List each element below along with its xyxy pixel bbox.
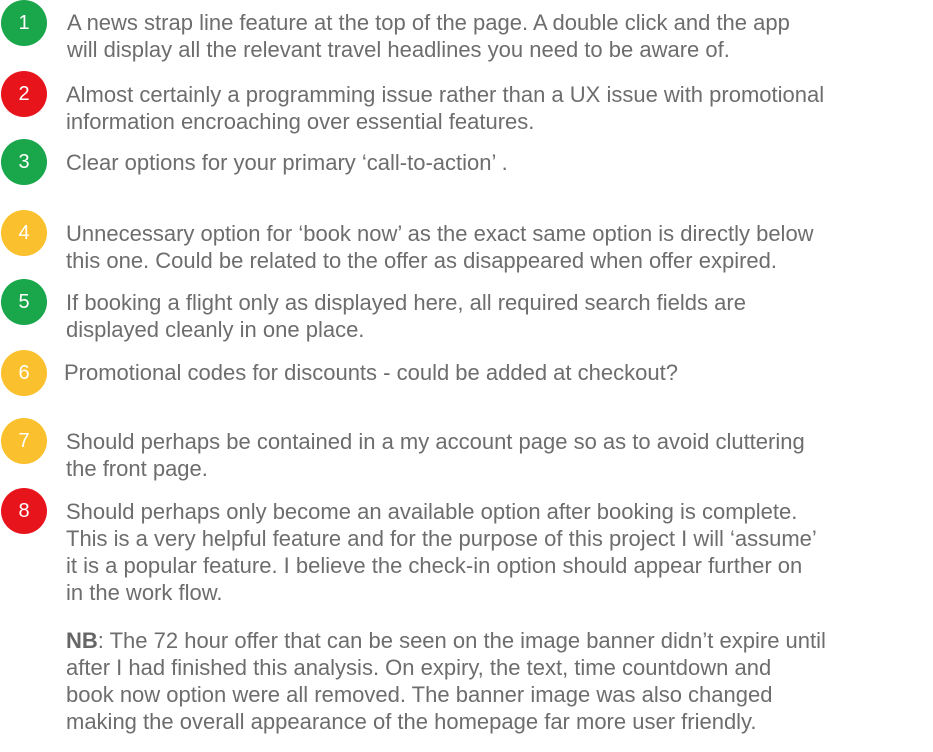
nb-note: NB: The 72 hour offer that can be seen on the image banner didn’t expire until after I had finished this analysis. On expiry, the text, time countdown and book now option were all removed. The banner image was also changed making the overall appearance of the homepage far more user friendly. xyxy=(66,628,826,734)
number-badge-6: 6 xyxy=(1,350,47,396)
number-badge-7: 7 xyxy=(1,418,47,464)
number-badge-4: 4 xyxy=(1,210,47,256)
item-text-7: Should perhaps be contained in a my account page so as to avoid cluttering the front page. xyxy=(66,429,805,481)
item-text-5: If booking a flight only as displayed here, all required search fields are displayed cleanly in one place. xyxy=(66,290,746,342)
number-badge-1: 1 xyxy=(1,0,47,46)
item-text-1: A news strap line feature at the top of the page. A double click and the app will display all the relevant travel headlines you need to be aware of. xyxy=(67,10,790,62)
number-badge-2: 2 xyxy=(1,71,47,117)
item-text-3: Clear options for your primary ‘call-to-action’ . xyxy=(66,150,508,175)
item-text-8: Should perhaps only become an available option after booking is complete. This is a very helpful feature and for the purpose of this project I will ‘assume’ it is a popular feature. I believe the check-in option should appear further on in the work flow. xyxy=(66,499,817,605)
item-text-2: Almost certainly a programming issue rather than a UX issue with promotional information encroaching over essential features. xyxy=(66,82,825,134)
number-badge-3: 3 xyxy=(1,139,47,185)
number-badge-5: 5 xyxy=(1,279,47,325)
nb-label: NB xyxy=(66,628,98,653)
item-text-4: Unnecessary option for ‘book now’ as the exact same option is directly below this one. Could be related to the offer as disappeared when offer expired. xyxy=(66,221,814,273)
item-text-6: Promotional codes for discounts - could be added at checkout? xyxy=(64,360,678,385)
number-badge-8: 8 xyxy=(1,488,47,534)
